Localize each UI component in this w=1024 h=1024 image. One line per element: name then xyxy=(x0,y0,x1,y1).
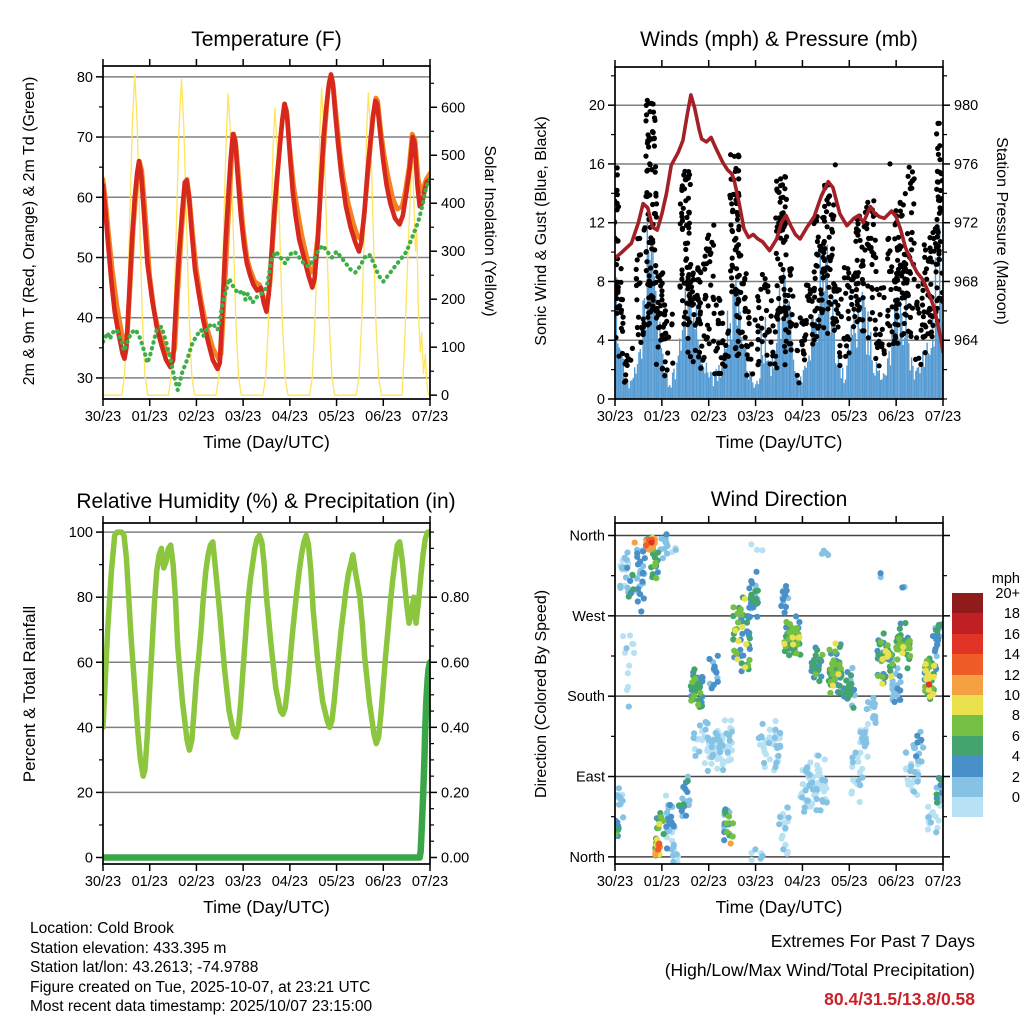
y-tick-label: 20 xyxy=(76,785,93,802)
y-tick-label: 80 xyxy=(76,69,93,86)
y-tick-label: 12 xyxy=(588,215,605,232)
xlabel-humidity-precip: Time (Day/UTC) xyxy=(203,897,330,917)
y-tick-label: 400 xyxy=(441,196,466,213)
y-tick-label: 600 xyxy=(441,100,466,117)
x-tick-label: 07/23 xyxy=(411,409,449,425)
colorbar-cell xyxy=(952,777,983,797)
x-tick-label: 03/23 xyxy=(737,874,774,890)
x-tick-label: 03/23 xyxy=(737,409,774,425)
colorbar-cell xyxy=(952,593,983,613)
x-tick-label: 01/23 xyxy=(131,409,168,425)
x-tick-label: 06/23 xyxy=(877,874,915,890)
colorbar-tick-label: 10 xyxy=(1003,688,1020,704)
y-tick-label: 80 xyxy=(76,590,93,607)
footer-latlon: Station lat/lon: 43.2613; -74.9788 xyxy=(30,959,259,976)
humidity-precip-plot xyxy=(69,516,469,890)
series-relative-humidity xyxy=(103,532,430,776)
colorbar-cell xyxy=(952,736,983,756)
y-tick-label: 30 xyxy=(76,370,93,387)
footer-elevation: Station elevation: 433.395 m xyxy=(30,940,227,957)
y-tick-label: 40 xyxy=(76,720,93,737)
y-tick-label: 100 xyxy=(68,525,93,542)
xlabel-wind-direction: Time (Day/UTC) xyxy=(715,897,843,917)
x-tick-label: 30/23 xyxy=(596,409,634,425)
colorbar-tick-label: 20+ xyxy=(995,586,1020,602)
wind-direction-plot xyxy=(567,516,961,890)
colorbar-tick-label: 6 xyxy=(1011,728,1020,745)
x-tick-label: 06/23 xyxy=(365,874,402,890)
x-tick-label: 04/23 xyxy=(271,409,309,425)
y-tick-label: 0.40 xyxy=(441,720,470,737)
x-tick-label: 04/23 xyxy=(784,874,821,890)
y-tick-label: 8 xyxy=(596,274,605,291)
x-tick-label: 06/23 xyxy=(877,409,915,425)
y-tick-label: 70 xyxy=(76,130,93,147)
y-tick-label: 980 xyxy=(954,98,979,115)
footer-timestamp: Most recent data timestamp: 2025/10/07 23:15:00 xyxy=(30,998,373,1015)
ylabel-left-direction: Direction (Colored By Speed) xyxy=(533,589,550,799)
y-tick-label: 0 xyxy=(441,388,450,405)
y-tick-label: 60 xyxy=(76,190,93,207)
colorbar-cell xyxy=(952,797,983,817)
xlabel-winds-pressure: Time (Day/UTC) xyxy=(715,432,843,452)
colorbar-tick-label: 18 xyxy=(1003,606,1020,623)
y-tick-label: 60 xyxy=(76,655,93,672)
extremes-values: 80.4/31.5/13.8/0.58 xyxy=(824,989,975,1009)
footer-location: Location: Cold Brook xyxy=(30,920,174,937)
colorbar-tick-label: 0 xyxy=(1011,790,1020,806)
colorbar-tick-label: 8 xyxy=(1011,708,1020,725)
y-tick-label: 500 xyxy=(441,148,466,165)
speed-colorbar xyxy=(952,593,983,817)
x-tick-label: 05/23 xyxy=(831,409,868,425)
chart-title-humidity-precip: Relative Humidity (%) & Precipitation (in) xyxy=(76,490,456,513)
footer-created: Figure created on Tue, 2025-10-07, at 23:21 UTC xyxy=(30,979,371,996)
x-tick-label: 02/23 xyxy=(690,874,727,890)
colorbar-tick-label: 2 xyxy=(1011,769,1020,786)
y-tick-label: 100 xyxy=(441,340,466,357)
y-tick-label: 50 xyxy=(76,250,93,267)
y-tick-label: North xyxy=(569,849,605,866)
x-tick-label: 03/23 xyxy=(224,874,262,890)
y-tick-label: 0.00 xyxy=(441,850,470,867)
colorbar-cell xyxy=(952,675,983,695)
y-tick-label: 16 xyxy=(588,156,605,173)
ylabel-left-temperature: 2m & 9m T (Red, Orange) & 2m Td (Green) xyxy=(21,76,38,386)
series-wind-direction-dots xyxy=(612,531,945,865)
xlabel-temperature: Time (Day/UTC) xyxy=(203,432,330,452)
x-tick-label: 05/23 xyxy=(318,874,355,890)
y-tick-label: 0 xyxy=(84,850,93,867)
series-temp-2m xyxy=(103,74,430,369)
colorbar-cell xyxy=(952,695,983,715)
ylabel-left-humidity: Percent & Total Rainfall xyxy=(20,605,39,783)
colorbar-tick-label: 16 xyxy=(1003,626,1020,643)
y-tick-label: West xyxy=(572,608,605,625)
colorbar-cell xyxy=(952,613,983,633)
ylabel-left-wind: Sonic Wind & Gust (Blue, Black) xyxy=(533,116,550,346)
temperature-plot xyxy=(77,59,465,425)
winds-pressure-plot xyxy=(589,60,978,425)
y-tick-label: 0.80 xyxy=(441,590,470,607)
y-tick-label: 4 xyxy=(596,333,605,350)
colorbar-cell xyxy=(952,634,983,654)
x-tick-label: 05/23 xyxy=(831,874,868,890)
x-tick-label: 01/23 xyxy=(131,874,168,890)
y-tick-label: 976 xyxy=(954,156,979,173)
colorbar-tick-label: 14 xyxy=(1003,647,1020,664)
colorbar-tick-label: 12 xyxy=(1003,667,1020,684)
x-tick-label: 04/23 xyxy=(784,409,821,425)
y-tick-label: 0.20 xyxy=(441,785,470,802)
y-tick-label: 200 xyxy=(441,292,466,309)
x-tick-label: 02/23 xyxy=(178,874,215,890)
y-tick-label: 964 xyxy=(954,333,979,350)
colorbar-unit-label: mph xyxy=(991,571,1020,587)
y-tick-label: 0 xyxy=(596,392,605,408)
x-tick-label: 06/23 xyxy=(365,409,402,425)
y-tick-label: 972 xyxy=(954,215,979,232)
y-tick-label: 968 xyxy=(954,274,979,291)
x-tick-label: 05/23 xyxy=(318,409,355,425)
y-tick-label: North xyxy=(569,528,605,545)
colorbar-cell xyxy=(952,756,983,776)
y-tick-label: 300 xyxy=(441,244,466,261)
chart-title-wind-direction: Wind Direction xyxy=(710,488,848,511)
x-tick-label: 30/23 xyxy=(84,874,122,890)
colorbar-cell xyxy=(952,654,983,674)
extremes-title: Extremes For Past 7 Days xyxy=(770,931,975,951)
y-tick-label: 40 xyxy=(76,310,93,327)
x-tick-label: 01/23 xyxy=(643,874,681,890)
x-tick-label: 30/23 xyxy=(84,409,122,425)
extremes-subtitle: (High/Low/Max Wind/Total Precipitation) xyxy=(664,960,975,980)
colorbar-cell xyxy=(952,715,983,735)
ylabel-right-pressure: Station Pressure (Maroon) xyxy=(993,137,1010,325)
x-tick-label: 04/23 xyxy=(271,874,309,890)
chart-title-temperature: Temperature (F) xyxy=(191,28,342,51)
x-tick-label: 02/23 xyxy=(690,409,727,425)
x-tick-label: 07/23 xyxy=(411,874,449,890)
y-tick-label: South xyxy=(567,689,605,706)
y-tick-label: 20 xyxy=(588,98,605,115)
x-tick-label: 07/23 xyxy=(924,874,962,890)
colorbar-tick-label: 4 xyxy=(1011,749,1020,766)
chart-title-winds-pressure: Winds (mph) & Pressure (mb) xyxy=(640,28,918,51)
x-tick-label: 02/23 xyxy=(178,409,215,425)
x-tick-label: 07/23 xyxy=(924,409,962,425)
y-tick-label: East xyxy=(575,769,605,786)
x-tick-label: 30/23 xyxy=(596,874,634,890)
y-tick-label: 0.60 xyxy=(441,655,470,672)
x-tick-label: 01/23 xyxy=(643,409,681,425)
x-tick-label: 03/23 xyxy=(224,409,262,425)
ylabel-right-solar: Solar Insolation (Yellow) xyxy=(481,145,498,317)
